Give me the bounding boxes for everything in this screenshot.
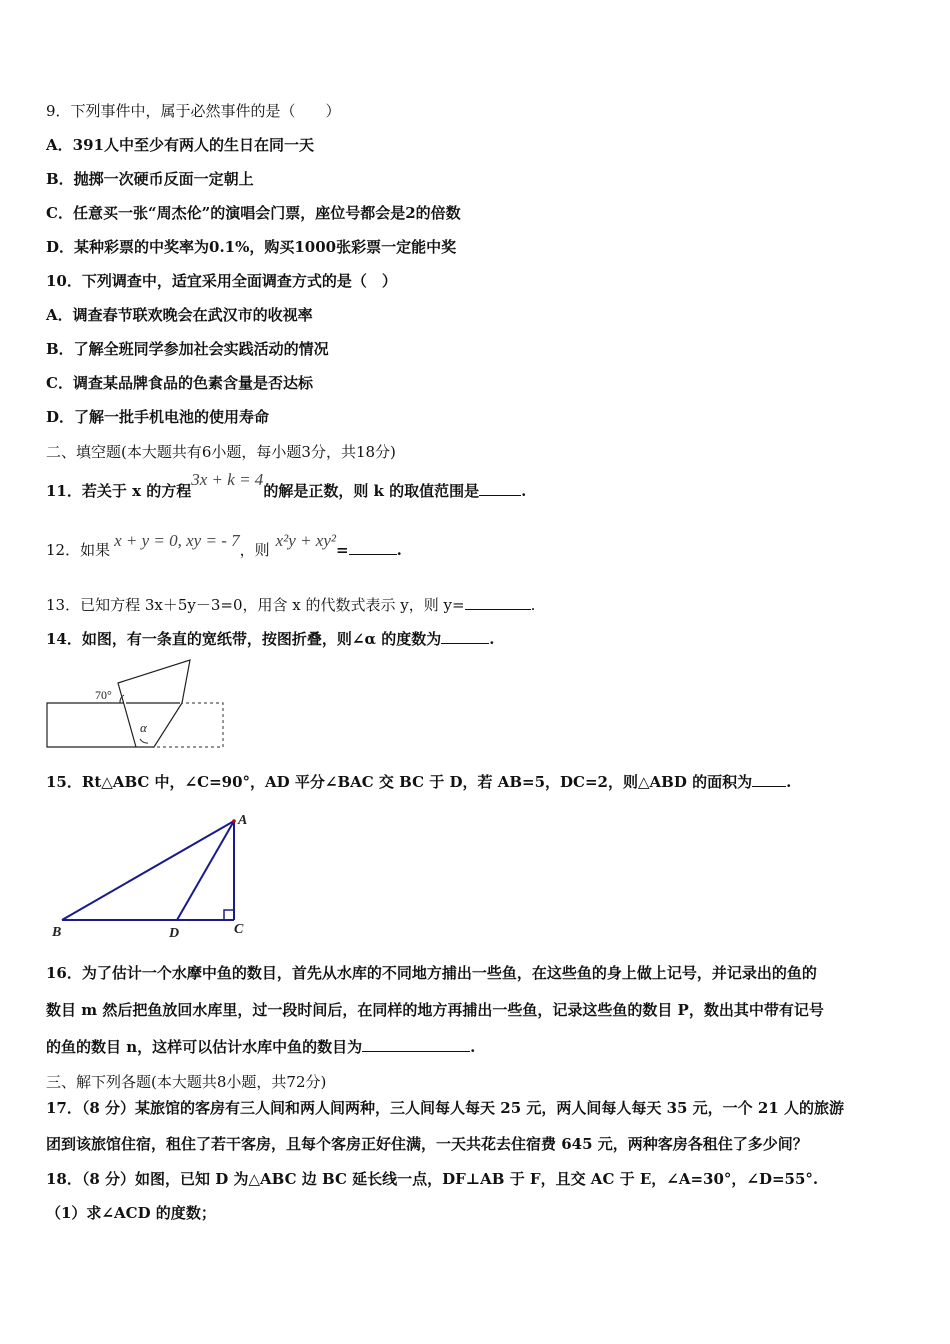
q13-end: . <box>530 596 536 614</box>
q11-end: . <box>521 482 527 500</box>
q9-option-c: C．任意买一张“周杰伦”的演唱会门票，座位号都会是2的倍数 <box>46 204 461 222</box>
angle-70-label: 70° <box>95 688 112 702</box>
q12-equation-1: x + y = 0, xy = - 7 <box>114 531 240 550</box>
q11-answer-blank <box>479 480 521 496</box>
q9-option-a: A．391人中至少有两人的生日在同一天 <box>46 136 314 154</box>
q16-line-2: 数目 m 然后把鱼放回水库里，过一段时间后，在同样的地方再捕出一些鱼，记录这些鱼的数目 P，数出其中带有记号 <box>46 1001 824 1019</box>
q10-option-b: B．了解全班同学参加社会实践活动的情况 <box>46 340 329 358</box>
q11-equation: 3x + k = 4 <box>191 470 264 489</box>
q10-option-c: C．调查某品牌食品的色素含量是否达标 <box>46 374 313 392</box>
segment-ad <box>177 821 234 920</box>
q10-stem: 10．下列调查中，适宜采用全面调查方式的是（ ） <box>46 272 397 290</box>
q16 <box>46 955 904 1066</box>
point-a-dot <box>232 819 236 823</box>
q12 <box>46 531 402 560</box>
q13-text: 13．已知方程 3x＋5y－3=0，用含 x 的代数式表示 y，则 y= <box>46 596 465 614</box>
q14-end: . <box>489 630 495 648</box>
q16-line-3-wrap <box>46 1029 904 1066</box>
q12-end: . <box>396 541 402 559</box>
q14-text: 14．如图，有一条直的宽纸带，按图折叠，则∠α 的度数为 <box>46 630 442 648</box>
strip-left-part <box>47 703 136 747</box>
section-2-heading: 二、填空题(本大题共有6小题，每小题3分，共18分) <box>46 443 396 461</box>
q14 <box>46 628 494 649</box>
q15-answer-blank <box>752 771 786 787</box>
q15-end: . <box>786 773 792 791</box>
label-d: D <box>169 926 180 941</box>
q11 <box>46 470 527 501</box>
q9-option-d: D．某种彩票的中奖率为0.1%，购买1000张彩票一定能中奖 <box>46 238 457 256</box>
label-b: B <box>52 925 62 940</box>
q11-text-post: 的解是正数，则 k 的取值范围是 <box>263 482 480 500</box>
q16-answer-blank <box>362 1036 470 1052</box>
q16-line-3: 的鱼的数目 n，这样可以估计水库中鱼的数目为 <box>46 1038 363 1056</box>
q12-answer-blank <box>349 539 397 555</box>
q10-option-d: D．了解一批手机电池的使用寿命 <box>46 408 270 426</box>
q12-text-pre: 12．如果 <box>46 541 111 559</box>
q11-text-pre: 11．若关于 x 的方程 <box>46 482 192 500</box>
side-ab <box>62 821 234 920</box>
q10-option-a: A．调查春节联欢晚会在武汉市的收视率 <box>46 306 313 324</box>
right-angle-mark <box>224 910 234 920</box>
q9-option-b: B．抛掷一次硬币反面一定朝上 <box>46 170 254 188</box>
label-c: C <box>234 922 244 937</box>
section-3-heading: 三、解下列各题(本大题共8小题，共72分) <box>46 1073 327 1091</box>
q17-line-1: 17．（8 分）某旅馆的客房有三人间和两人间两种，三人间每人每天 25 元，两人间每人每天 35 元，一个 21 人的旅游 <box>46 1099 844 1117</box>
q13 <box>46 594 535 615</box>
q12-text-mid: ，则 <box>239 541 270 559</box>
label-a: A <box>238 813 248 828</box>
q16-end: . <box>470 1038 476 1056</box>
alpha-label: α <box>140 720 147 735</box>
q12-text-post: = <box>335 541 349 559</box>
q18-line-1: 18．（8 分）如图，已知 D 为△ABC 边 BC 延长线一点，DF⊥AB 于 F，且交 AC 于 E，∠A=30°，∠D=55°. <box>46 1170 819 1188</box>
q12-equation-2: x²y + xy² <box>275 531 336 550</box>
q17-line-2: 团到该旅馆住宿，租住了若干客房，且每个客房正好住满，一天共花去住宿费 645 元，两种客房各租住了多少间？ <box>46 1135 808 1153</box>
q9-stem: 9．下列事件中，属于必然事件的是（ ） <box>46 102 341 120</box>
q15-figure <box>44 808 264 943</box>
q15-text: 15．Rt△ABC 中，∠C=90°，AD 平分∠BAC 交 BC 于 D，若 AB=5，DC=2，则△ABD 的面积为 <box>46 773 753 791</box>
q18-sub-1: （1）求∠ACD 的度数； <box>46 1204 216 1222</box>
q15 <box>46 771 791 792</box>
q13-answer-blank <box>465 594 531 610</box>
q14-answer-blank <box>441 628 489 644</box>
q16-line-1: 16．为了估计一个水摩中鱼的数目，首先从水库的不同地方捕出一些鱼，在这些鱼的身上做上记号，并记录出的鱼的 <box>46 964 817 982</box>
q14-figure <box>40 655 235 755</box>
